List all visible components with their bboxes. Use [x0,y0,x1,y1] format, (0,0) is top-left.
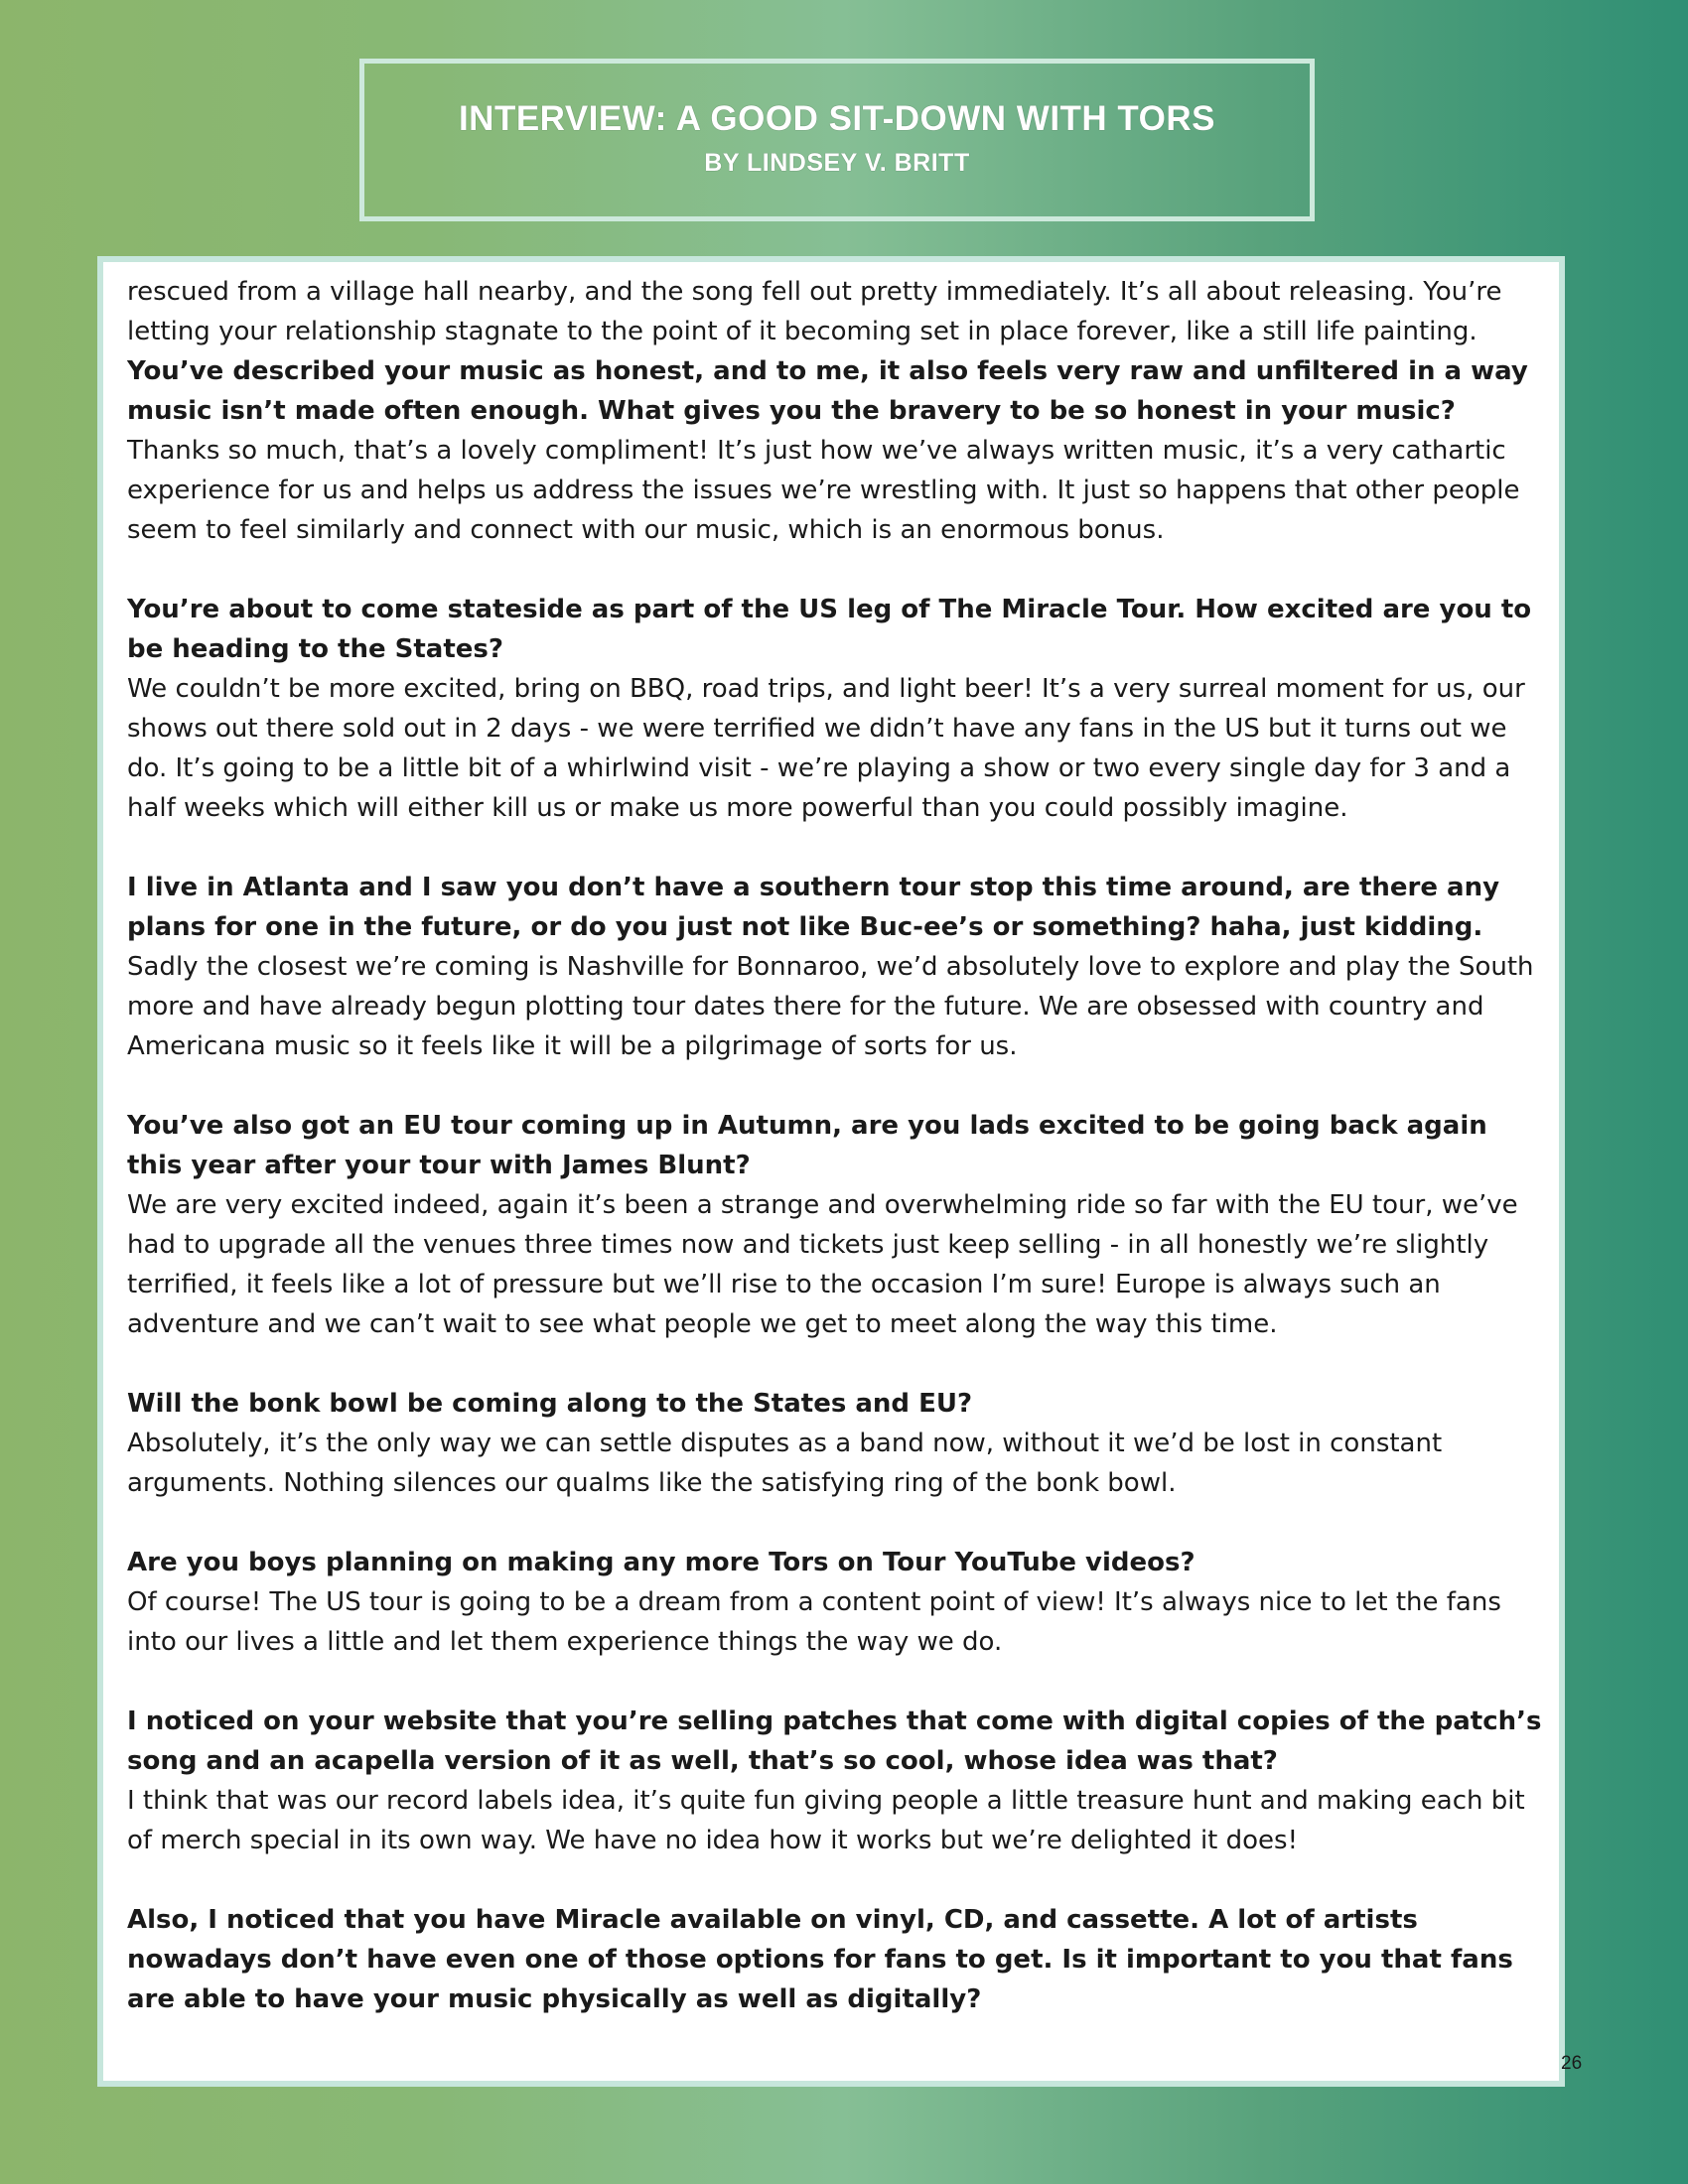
page-number: 26 [1561,2053,1583,2074]
question: I live in Atlanta and I saw you don’t have a southern tour stop this time around, are there any plans for one in the future, or do you just not like Buc-ee’s or something? haha, just kidding. [127,873,1500,942]
qa-item [127,1543,1551,1662]
answer: I think that was our record labels idea, it’s quite fun giving people a little treasure hunt and making each bit of merch special in its own way. We have no idea how it works but we’re delighted it does! [127,1786,1525,1855]
question: Are you boys planning on making any more Tors on Tour YouTube videos? [127,1548,1196,1577]
article-byline: BY LINDSEY V. BRITT [704,149,970,177]
intro-paragraph: rescued from a village hall nearby, and the song fell out pretty immediately. It’s all about releasing. You’re letting your relationship stagnate to the point of it becoming set in place forever, like a still life painting. [127,277,1502,346]
answer: We are very excited indeed, again it’s been a strange and overwhelming ride so far with the EU tour, we’ve had to upgrade all the venues three times now and tickets just keep selling - in all honestly we’re slightly terrified, it feels like a lot of pressure but we’ll rise to the occasion I’m sure! Europe is always such an adventure and we can’t wait to see what people we get to meet along the way this time. [127,1190,1518,1339]
question: Will the bonk bowl be coming along to the States and EU? [127,1389,973,1419]
qa-item [127,868,1551,1066]
question: You’ve described your music as honest, and to me, it also feels very raw and unfiltered in a way music isn’t made often enough. What gives you the bravery to be so honest in your music? [127,356,1528,426]
question: You’ve also got an EU tour coming up in Autumn, are you lads excited to be going back again this year after your tour with James Blunt? [127,1111,1487,1180]
qa-item [127,1106,1551,1344]
question: You’re about to come stateside as part of the US leg of The Miracle Tour. How excited are you to be heading to the States? [127,595,1532,664]
answer: We couldn’t be more excited, bring on BBQ, road trips, and light beer! It’s a very surreal moment for us, our shows out there sold out in 2 days - we were terrified we didn’t have any fans in the US but it turns out we do. It’s going to be a little bit of a whirlwind visit - we’re playing a show or two every single day for 3 and a half weeks which will either kill us or make us more powerful than you could possibly imagine. [127,674,1525,823]
answer: Sadly the closest we’re coming is Nashville for Bonnaroo, we’d absolutely love to explore and play the South more and have already begun plotting tour dates there for the future. We are obsessed with country and Americana music so it feels like it will be a pilgrimage of sorts for us. [127,952,1534,1061]
question: Also, I noticed that you have Miracle available on vinyl, CD, and cassette. A lot of artists nowadays don’t have even one of those options for fans to get. Is it important to you that fans are able to have your music physically as well as digitally? [127,1905,1513,2014]
article-title: INTERVIEW: A GOOD SIT-DOWN WITH TORS [458,99,1216,138]
header-box [359,59,1315,221]
qa-item [127,351,1551,550]
answer: Of course! The US tour is going to be a dream from a content point of view! It’s always nice to let the fans into our lives a little and let them experience things the way we do. [127,1587,1501,1657]
answer: Thanks so much, that’s a lovely compliment! It’s just how we’ve always written music, it’s a very cathartic experience for us and helps us address the issues we’re wrestling with. It just so happens that other people seem to feel similarly and connect with our music, which is an enormous bonus. [127,436,1520,545]
qa-item [127,1702,1551,1860]
question: I noticed on your website that you’re selling patches that come with digital copies of the patch’s song and an acapella version of it as well, that’s so cool, whose idea was that? [127,1706,1542,1776]
qa-item [127,1900,1551,2019]
qa-item [127,590,1551,828]
article-body [97,256,1565,2087]
answer: Absolutely, it’s the only way we can settle disputes as a band now, without it we’d be lost in constant arguments. Nothing silences our qualms like the satisfying ring of the bonk bowl. [127,1429,1443,1498]
qa-item [127,1384,1551,1503]
